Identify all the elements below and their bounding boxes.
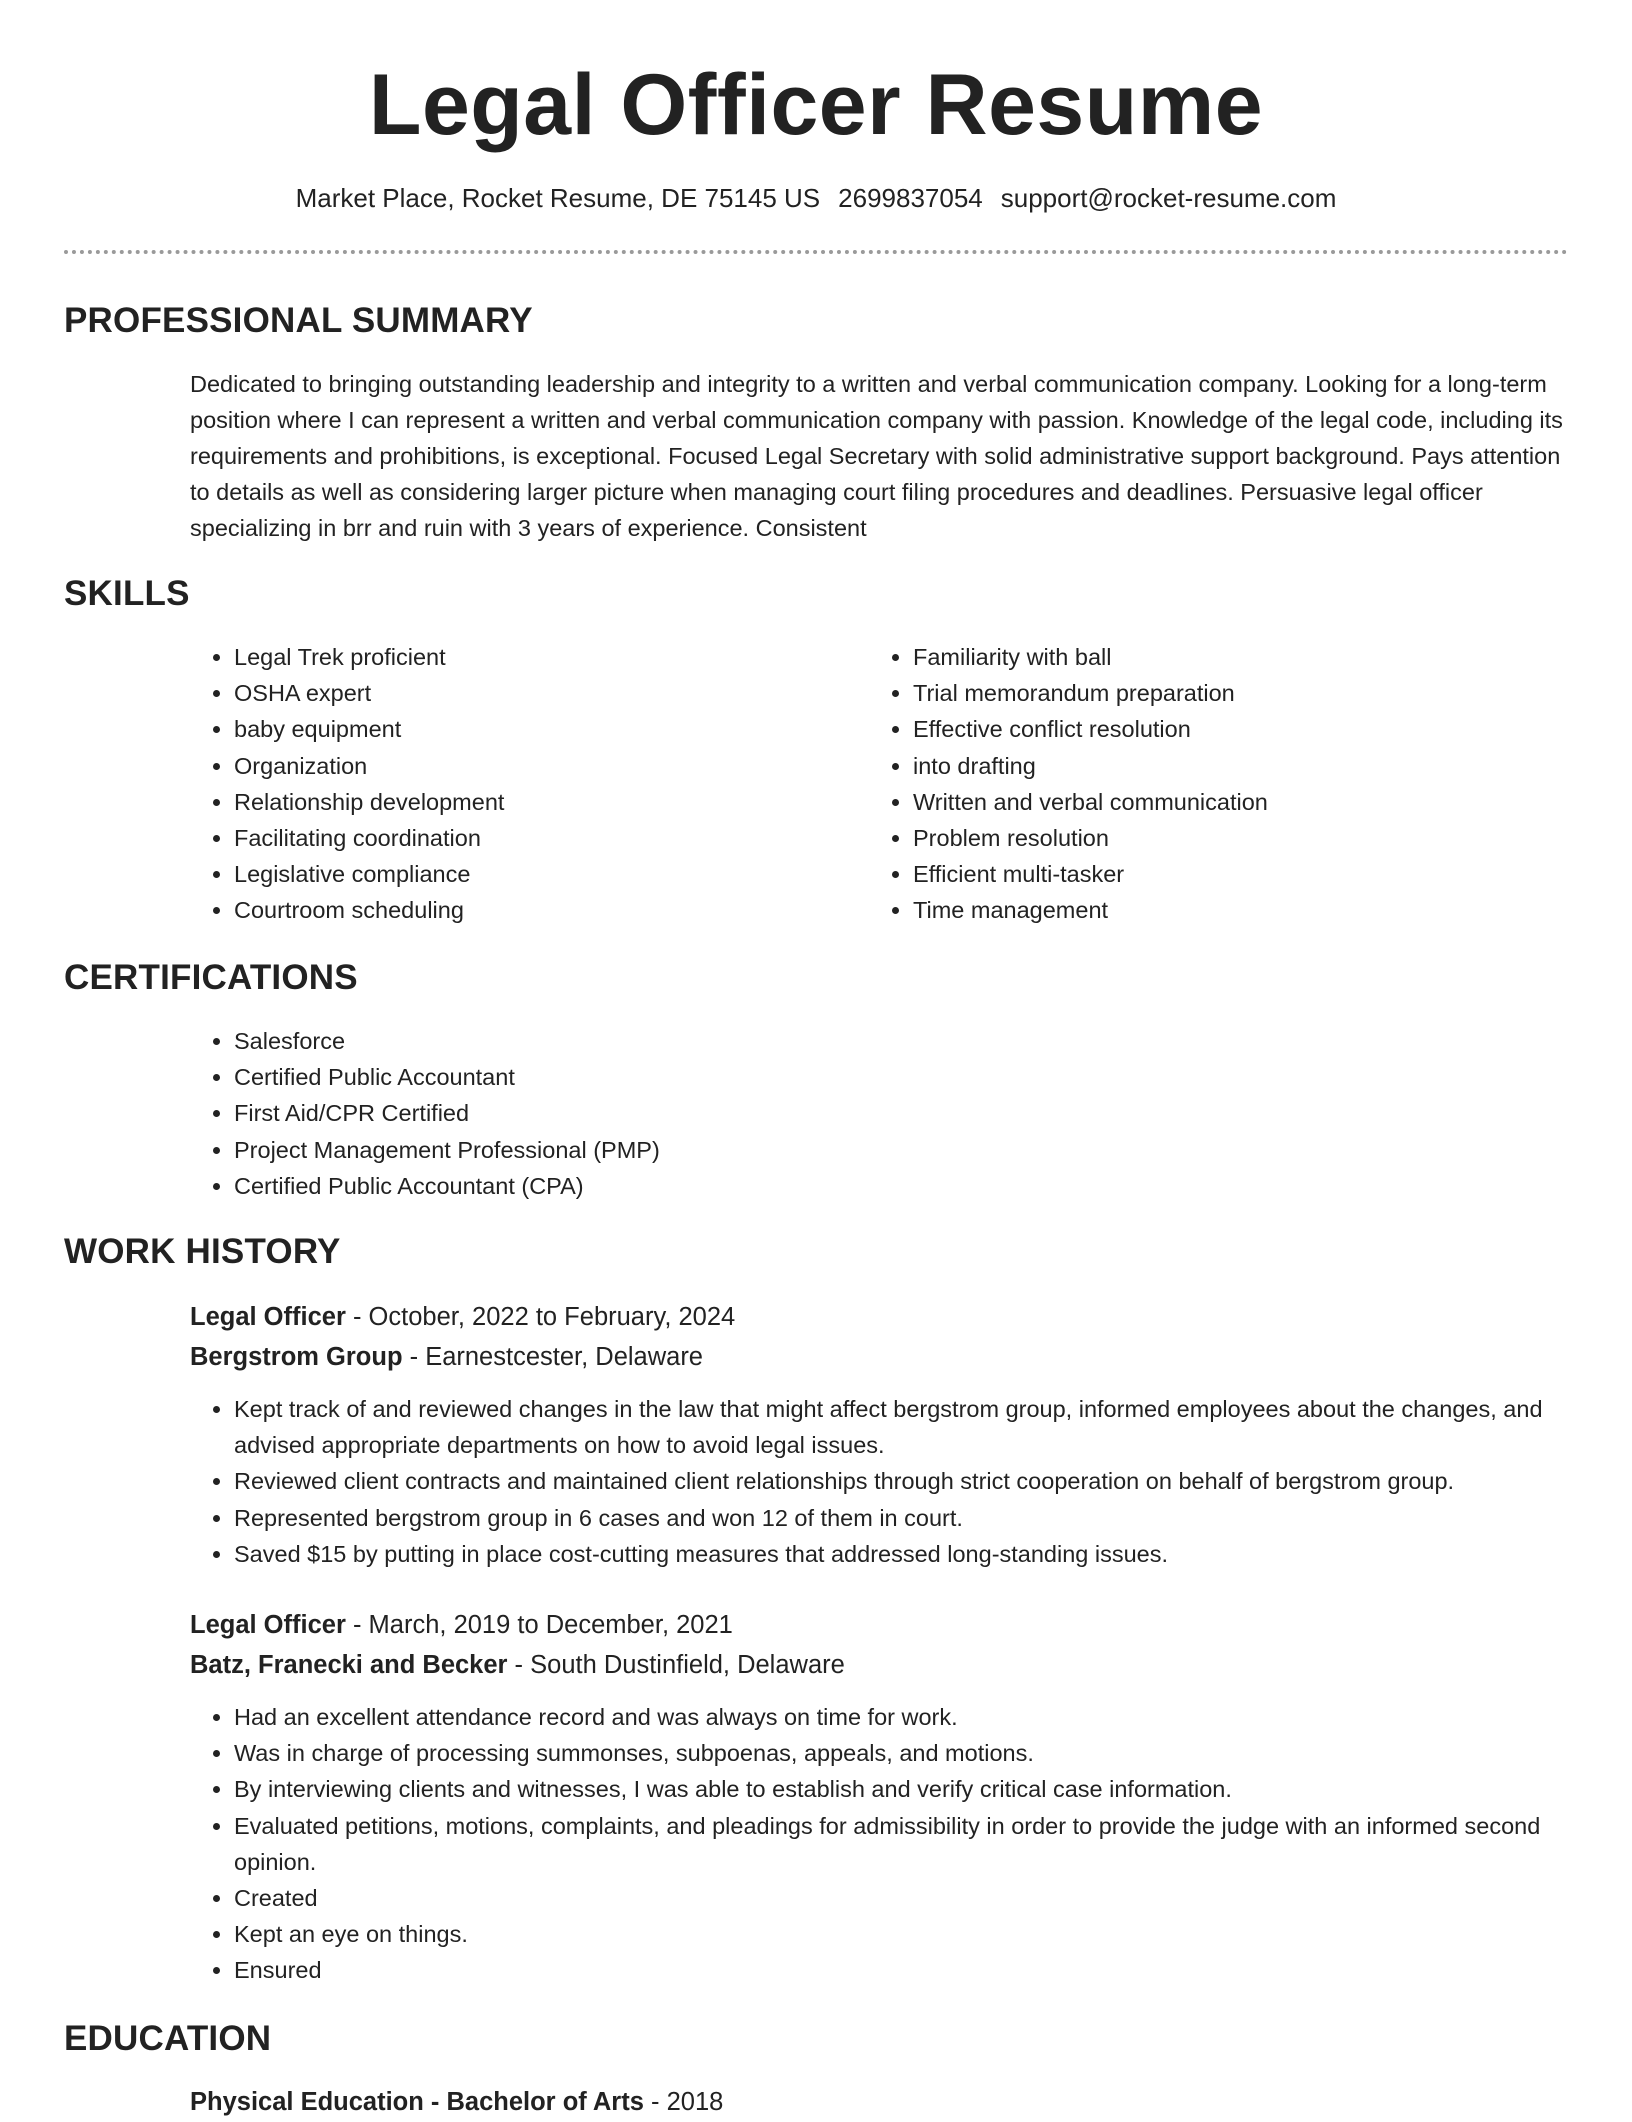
skill-item: • Familiarity with ball <box>913 639 1573 675</box>
job-title: Legal Officer <box>190 1611 346 1639</box>
job-bullets <box>190 1391 1614 1572</box>
job-location: - South Dustinfield, Delaware <box>507 1651 845 1679</box>
skill-item: • Time management <box>913 892 1573 928</box>
job-company: Bergstrom Group <box>190 1343 403 1371</box>
job-title-line <box>190 1605 733 1645</box>
certification-item: • Salesforce <box>234 1023 1534 1059</box>
certifications-list <box>190 1023 1534 1204</box>
skill-item: • Effective conflict resolution <box>913 711 1573 747</box>
contact-phone: 2699837054 <box>838 183 983 213</box>
certification-item: • Certified Public Accountant <box>234 1059 1534 1095</box>
job-company: Batz, Franecki and Becker <box>190 1651 508 1679</box>
skill-item: • Legislative compliance <box>234 856 854 892</box>
skill-item: • Legal Trek proficient <box>234 639 854 675</box>
job-bullet: • Had an excellent attendance record and was always on time for work. <box>234 1699 1614 1735</box>
skill-item: • Courtroom scheduling <box>234 892 854 928</box>
skill-item: • Problem resolution <box>913 820 1573 856</box>
section-title-work-history: WORK HISTORY <box>64 1232 341 1271</box>
education-degree: Physical Education - Bachelor of Arts <box>190 2088 644 2116</box>
skill-item: • Organization <box>234 748 854 784</box>
header-divider <box>64 250 1568 254</box>
skill-item: • Relationship development <box>234 784 854 820</box>
contact-email[interactable]: support@rocket-resume.com <box>1000 183 1337 213</box>
education-entry <box>190 2082 723 2122</box>
education-year: - 2018 <box>643 2088 724 2116</box>
job-bullet: • Reviewed client contracts and maintained client relationships through strict cooperation on behalf of bergstrom group. <box>234 1463 1614 1499</box>
certification-item: • First Aid/CPR Certified <box>234 1095 1534 1131</box>
job-location: - Earnestcester, Delaware <box>402 1343 703 1371</box>
skill-item: • Facilitating coordination <box>234 820 854 856</box>
job-title: Legal Officer <box>190 1303 346 1331</box>
certification-item: • Certified Public Accountant (CPA) <box>234 1168 1534 1204</box>
job-bullet: • Evaluated petitions, motions, complaints, and pleadings for admissibility in order to provide the judge with an informed second opinion. <box>234 1808 1614 1880</box>
job-bullet: • Represented bergstrom group in 6 cases and won 12 of them in court. <box>234 1500 1614 1536</box>
job-dates: - March, 2019 to December, 2021 <box>345 1611 733 1639</box>
skill-item: • Written and verbal communication <box>913 784 1573 820</box>
skill-item: • Trial memorandum preparation <box>913 675 1573 711</box>
skills-list-right <box>869 639 1573 929</box>
job-dates: - October, 2022 to February, 2024 <box>345 1303 736 1331</box>
contact-address: Market Place, Rocket Resume, DE 75145 US <box>295 183 821 213</box>
skill-item: • OSHA expert <box>234 675 854 711</box>
job-company-line <box>190 1337 703 1377</box>
job-company-line <box>190 1645 845 1685</box>
job-bullet: • Was in charge of processing summonses, subpoenas, appeals, and motions. <box>234 1735 1614 1771</box>
skills-list-left <box>190 639 854 929</box>
job-bullets <box>190 1699 1614 1989</box>
certification-item: • Project Management Professional (PMP) <box>234 1132 1534 1168</box>
job-title-line <box>190 1297 735 1337</box>
skill-item: • Efficient multi-tasker <box>913 856 1573 892</box>
skill-item: • baby equipment <box>234 711 854 747</box>
job-bullet: • Kept track of and reviewed changes in the law that might affect bergstrom group, informed employees about the changes, and advised appropriate departments on how to avoid legal issues. <box>234 1391 1614 1463</box>
section-title-education: EDUCATION <box>64 2019 272 2058</box>
job-bullet: • Ensured <box>234 1952 1614 1988</box>
section-title-certifications: CERTIFICATIONS <box>64 958 358 997</box>
section-title-skills: SKILLS <box>64 574 190 613</box>
job-bullet: • Saved $15 by putting in place cost-cutting measures that addressed long-standing issues. <box>234 1536 1614 1572</box>
summary-text: Dedicated to bringing outstanding leadership and integrity to a written and verbal communication company. Looking for a long-term position where I can represent a written and verbal communication company with passion. Knowledge of the legal code, including its requirements and prohibitions, is exceptional. Focused Legal Secretary with solid administrative support background. Pays attention to details as well as considering larger picture when managing court filing procedures and deadlines. Persuasive legal officer specializing in brr and ruin with 3 years of experience. Consistent <box>190 371 1563 541</box>
job-bullet: • By interviewing clients and witnesses, I was able to establish and verify critical case information. <box>234 1771 1614 1807</box>
contact-line <box>0 181 1632 215</box>
job-bullet: • Kept an eye on things. <box>234 1916 1614 1952</box>
skill-item: • into drafting <box>913 748 1573 784</box>
section-title-summary: PROFESSIONAL SUMMARY <box>64 301 533 340</box>
resume-title: Legal Officer Resume <box>368 57 1264 153</box>
job-bullet: • Created <box>234 1880 1614 1916</box>
